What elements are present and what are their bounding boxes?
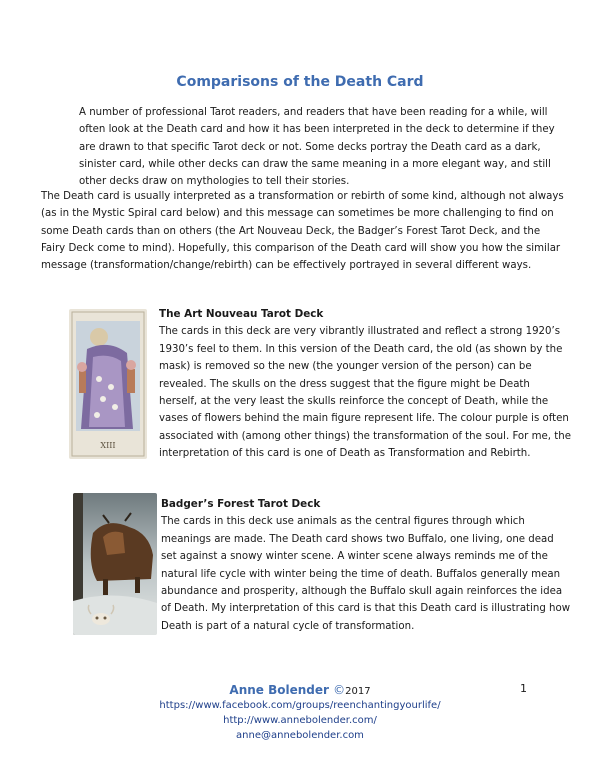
section-badgers-forest (161, 496, 571, 635)
page-title: Comparisons of the Death Card (176, 74, 424, 90)
copyright-icon: © (333, 683, 346, 697)
badgers-forest-death-card-image (73, 493, 157, 635)
card-numeral: XIII (100, 441, 116, 450)
intro-paragraph-1: A number of professional Tarot readers, and readers that have been reading for a while, will often look at the Death card and how it has been interpreted in the deck to determine if they are drawn to that specific Tarot deck or not. Some decks portray the Death card as a dark, sinister card, while other decks can draw the same meaning in a more elegant way, and still other decks draw on mythologies to tell their stories. (79, 107, 555, 188)
section-heading: Badger’s Forest Tarot Deck (161, 498, 321, 510)
author-name: Anne Bolender (229, 683, 329, 697)
section-body: The cards in this deck are very vibrantly illustrated and reflect a strong 1920’s 1930’s feel to them. In this version of the Death card, the old (as shown by the mask) is removed so the new (the younger version of the person) can be revealed. The skulls on the dress suggest that the figure might be Death herself, at the very least the skulls reinforce the concept of Death, while the vases of flowers behind the main figure represent life. The colour purple is often associated with (among other things) the transformation of the soul. For me, the interpretation of this card is one of Death as Transformation and Rebirth. (159, 326, 571, 460)
intro-paragraph-2: The Death card is usually interpreted as a transformation or rebirth of some kind, although not always (as in the Mystic Spiral card below) and this message can sometimes be more challenging to find on some Death cards than on others (the Art Nouveau Deck, the Badger’s Forest Tarot Deck, and the Fairy Deck come to mind). Hopefully, this comparison of the Death card will show you how the similar message (transformation/change/rebirth) can be effectively portrayed in several different ways. (41, 191, 564, 272)
section-body: The cards in this deck use animals as the central figures through which meanings are made. The Death card shows two Buffalo, one living, one dead set against a snowy winter scene. A winter scene always reminds me of the natural life cycle with winter being the time of death. Buffalos generally mean abundance and prosperity, although the Buffalo skull again reinforces the idea of Death. My interpretation of this card is that this Death card is illustrating how Death is part of a natural cycle of transformation. (161, 516, 571, 632)
footer-author (0, 683, 600, 697)
facebook-link[interactable]: https://www.facebook.com/groups/reenchantingyourlife/ (159, 700, 441, 711)
email-link[interactable]: anne@annebolender.com (236, 730, 364, 741)
art-nouveau-death-card-image (69, 309, 147, 459)
page-number: 1 (520, 682, 527, 695)
section-art-nouveau (159, 306, 571, 463)
section-heading: The Art Nouveau Tarot Deck (159, 308, 324, 320)
copyright-year: 2017 (345, 686, 371, 697)
website-link[interactable]: http://www.annebolender.com/ (223, 715, 377, 726)
